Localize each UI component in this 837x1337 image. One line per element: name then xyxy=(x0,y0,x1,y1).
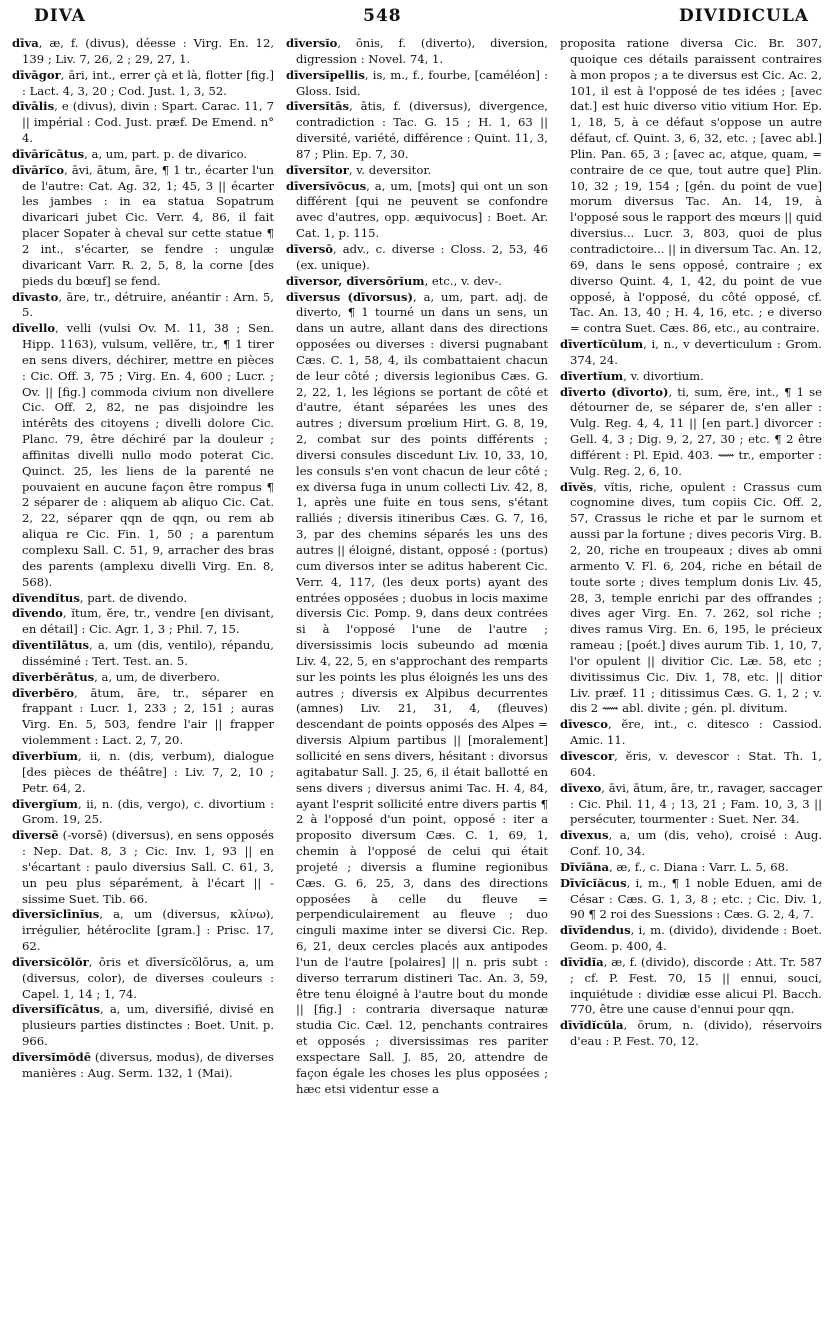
definition: , a, um (dis, ventilo), répandu, disséminé : Tert. Test. an. 5. xyxy=(22,638,274,668)
headword: dīverbĕro xyxy=(12,685,75,700)
definition: , ti, sum, ĕre, int., ¶ 1 se détourner de, se séparer de, s'en aller : Vulg. Reg. 4, 4, 11 || [en part.] divorcer : Gell. 4, 3 ; Dig. 9, 2, 27, 30 ; etc. ¶ 2 être différent : Pl. Epid. 403. ⟿ tr., emporter : Vulg. Reg. 2, 6, 10. xyxy=(570,384,822,478)
dictionary-entry xyxy=(12,606,274,638)
dictionary-entry xyxy=(12,290,274,322)
dictionary-entry xyxy=(560,781,822,829)
dictionary-entry xyxy=(12,68,274,100)
headword: dīvārĭcātus xyxy=(12,146,85,161)
headword: dīverto (dīvorto) xyxy=(560,384,669,399)
headword: Dīvĭcĭăcus xyxy=(560,875,627,890)
dictionary-entry xyxy=(286,274,548,290)
definition: , vĭtis, riche, opulent : Crassus cum cognomine dives, tum copiis Cic. Off. 2, 57, Crassus le riche et par le surnom et aussi par la fortune ; dives pecoris Virg. B. 2, 20, riche en troupeaux ; dives ab omni armento V. Fl. 6, 204, riche en bétail de toute sorte ; dives templum donis Liv. 45, 28, 3, temple enrichi par des offrandes ; dives ager Virg. En. 7. 262, sol riche ; dives ramus Virg. En. 6, 195, le précieux rameau ; [poét.] dives aurum Tib. 1, 10, 7, l'or opulent || divitior Cic. Læ. 58, etc ; divitissimus Cic. Div. 1, 78, etc. || ditior Liv. præf. 11 ; ditissimus Cæs. G. 1, 2 ; v. dis 2 ⟿ abl. divite ; gén. pl. divitum. xyxy=(570,479,822,716)
dictionary-entry xyxy=(12,36,274,68)
definition: , ātum, āre, tr., séparer en frappant : Lucr. 1, 233 ; 2, 151 ; auras Virg. En. 5, 503, fendre l'air || frapper violemment : Lact. 2, 7, 20. xyxy=(22,685,274,748)
headword: dīvescor xyxy=(560,748,615,763)
headword: dīvālis xyxy=(12,99,55,114)
definition: proposita ratione diversa Cic. Br. 307, quoique ces détails paraissent contraires à mon propos ; a te diversus est Cic. Ac. 2, 101, il est à l'opposé de tes idées ; [avec dat.] est huic diverso vitio vitium Hor. Ep. 1, 18, 5, à ce défaut s'oppose un autre défaut, cf. Quint. 3, 6, 32, etc. ; [avec abl.] Plin. Pan. 65, 3 ; [avec ac, atque, quam, = contraire de ce que, tout autre que] Plin. 10, 32 ; 19, 154 ; [gén. du point de vue] morum diversus Tac. An. 14, 19, à l'opposé sous le rapport des mœurs || quid diversius... Lucr. 3, 803, quoi de plus contradictoire... || in diversum Tac. An. 12, 69, dans le sens opposé, contraire ; ex diverso Quint. 4, 1, 42, du point de vue opposé, à l'opposé, du côté opposé, cf. Tac. An. 13, 40 ; H. 4, 16, etc. ; e diverso = contra Suet. Cæs. 86, etc., au contraire. xyxy=(560,36,822,336)
headword: dīversō xyxy=(286,241,333,256)
definition: , a, um, [mots] qui ont un son différent [qui ne peuvent se confondre avec d'autres, opp. æquivocus] : Boet. Ar. Cat. 1, p. 115. xyxy=(296,178,548,241)
headword: dīvesco xyxy=(560,717,608,732)
definition: , ĕre, int., c. ditesco : Cassiod. Amic. 11. xyxy=(570,717,822,748)
headword: dīversē xyxy=(12,828,59,843)
definition: , i, n., v deverticulum : Grom. 374, 24. xyxy=(570,337,822,367)
dictionary-entry xyxy=(12,828,274,907)
dictionary-entry xyxy=(560,36,822,337)
headword: dīvĕs xyxy=(560,479,594,494)
definition: , æ, f., c. Diana : Varr. L. 5, 68. xyxy=(609,859,789,874)
headword: dīvendĭtus xyxy=(12,590,80,605)
headword: dīverbĕrātus xyxy=(12,669,95,684)
definition: , velli (vulsi Ov. M. 11, 38 ; Sen. Hipp. 1163), vulsum, vellĕre, tr., ¶ 1 tirer en sens divers, déchirer, mettre en pièces : Cic. Off. 3, 75 ; Virg. En. 4, 600 ; Lucr. ; Ov. || [fig.] commoda civium non divellere Cic. Off. 2, 82, ne pas disjoindre les intérêts des citoyens ; divelli dolore Cic. Planc. 79, être déchiré par la douleur ; affinitas divelli nullo modo poterat Cic. Quinct. 25, les liens de la parenté ne pouvaient en aucune façon être rompus ¶ 2 séparer de : aliquem ab aliquo Cic. Cat. 2, 22, séparer qqn de qqn, ou rem ab aliqua re Cic. Fin. 1, 50 ; a parentum complexu Sall. C. 51, 9, arracher des bras des parents (amplexu divelli Virg. En. 8, 568). xyxy=(22,321,274,589)
definition: (-vorsē) (diversus), en sens opposés : Nep. Dat. 8, 3 ; Cic. Inv. 1, 93 || en s'écartant : paulo diversius Sall. C. 61, 3, un peu plus séparément, à l'écart || -sissime Suet. Tib. 66. xyxy=(22,828,274,906)
headword: dīvārĭco xyxy=(12,162,65,177)
column-1 xyxy=(12,36,274,1098)
dictionary-entry xyxy=(286,242,548,274)
dictionary-entry xyxy=(286,68,548,100)
definition: , adv., c. diverse : Closs. 2, 53, 46 (ex. unique). xyxy=(296,241,548,272)
dictionary-entry xyxy=(12,163,274,290)
definition: , ōnis, f. (diverto), diversion, digression : Novel. 74, 1. xyxy=(296,36,548,66)
headword: Dīvĭāna xyxy=(560,859,610,874)
headword: dīversor, dīversōrĭum xyxy=(286,273,425,288)
dictionary-entry xyxy=(560,1018,822,1050)
dictionary-entry xyxy=(12,321,274,590)
dictionary-entry xyxy=(286,179,548,242)
dictionary-entry xyxy=(560,369,822,385)
definition: , i, m., ¶ 1 noble Eduen, ami de César : Cæs. G. 1, 3, 8 ; etc. ; Cic. Div. 1, 90 ¶ 2 roi des Suessions : Cæs. G. 2, 4, 7. xyxy=(570,875,822,922)
page-header xyxy=(12,6,827,36)
dictionary-entry xyxy=(560,828,822,860)
headword: dīvĭdendus xyxy=(560,923,631,938)
headword: dīvāgor xyxy=(12,67,61,82)
dictionary-entry xyxy=(286,99,548,162)
headword: dīvendo xyxy=(12,606,63,621)
headword: dīvĭdĭa xyxy=(560,954,604,969)
dictionary-entry xyxy=(12,686,274,749)
definition: , ōrum, n. (divido), réservoirs d'eau : P. Fest. 70, 12. xyxy=(570,1018,822,1049)
definition: , ĭtum, ĕre, tr., vendre [en divisant, en détail] : Cic. Agr. 1, 3 ; Phil. 7, 15. xyxy=(22,606,274,637)
dictionary-entry xyxy=(286,290,548,1098)
definition: , ātis, f. (diversus), divergence, contradiction : Tac. G. 15 ; H. 1, 63 || diversité, variété, différence : Quint. 11, 3, 87 ; Plin. Ep. 7, 30. xyxy=(296,99,548,161)
definition: , āvi, ātum, āre, ¶ 1 tr., écarter l'un de l'autre: Cat. Ag. 32, 1; 45, 3 || écarter les jambes : in ea statua Sopatrum divaricari jubet Cic. Verr. 4, 86, il fait placer Sopater à cheval sur cette statue ¶ 2 int., s'écarter, se fendre : ungulæ divaricant Varr. R. 2, 5, 8, la corne [des pieds du bœuf] se fend. xyxy=(22,162,274,288)
dictionary-entry xyxy=(12,591,274,607)
dictionary-entry xyxy=(286,163,548,179)
headword: dīverbĭum xyxy=(12,748,78,763)
headword: dīversĭclīnĭus xyxy=(12,907,100,922)
dictionary-entry xyxy=(12,147,274,163)
headword: dīversĭmŏdē xyxy=(12,1050,92,1064)
headword: dīvexo xyxy=(560,780,602,795)
definition: , āre, tr., détruire, anéantir : Arn. 5, 5. xyxy=(22,289,274,320)
columns xyxy=(12,36,827,1098)
headword: dīvexus xyxy=(560,828,609,843)
dictionary-entry xyxy=(12,797,274,829)
running-head-right: DIVIDICULA xyxy=(678,6,809,26)
headword: dīversĭvŏcus xyxy=(286,178,367,193)
dictionary-entry xyxy=(12,907,274,955)
definition: (diversus, modus), de diverses manières : Aug. Serm. 132, 1 (Mai). xyxy=(22,1050,274,1080)
definition: , v. deversitor. xyxy=(348,162,432,177)
headword: dīvello xyxy=(12,321,56,336)
dictionary-entry xyxy=(560,717,822,749)
dictionary-entry xyxy=(286,36,548,68)
dictionary-entry xyxy=(560,337,822,369)
definition: , a, um (dis, veho), croisé : Aug. Conf. 10, 34. xyxy=(570,828,822,859)
page-number: 548 xyxy=(363,6,402,26)
definition: , is, m., f., fourbe, [caméléon] : Gloss. Isid. xyxy=(296,67,548,98)
dictionary-entry xyxy=(560,923,822,955)
headword: dīversĭcŏlŏr xyxy=(12,954,89,969)
dictionary-entry xyxy=(12,955,274,1003)
definition: , ii, n. (dis, vergo), c. divortium : Grom. 19, 25. xyxy=(22,796,274,827)
headword: dīvergĭum xyxy=(12,796,78,811)
definition: , āri, int., errer çà et là, flotter [fig.] : Lact. 4, 3, 20 ; Cod. Just. 1, 3, 52. xyxy=(22,67,274,98)
definition: , a, um (diversus, κλίνω), irrégulier, hétéroclite [gram.] : Prisc. 17, 62. xyxy=(22,907,274,954)
definition: , etc., v. dev-. xyxy=(424,273,502,288)
running-head-left: DIVA xyxy=(34,6,86,26)
definition: , part. de divendo. xyxy=(79,590,188,605)
definition: , æ, f. (divido), discorde : Att. Tr. 587 ; cf. P. Fest. 70, 15 || ennui, souci, inquiétude : dividiæ esse alicui Pl. Bacch. 770, être une cause d'ennui pour qqn. xyxy=(570,954,822,1017)
definition: , v. divortium. xyxy=(623,368,704,383)
definition: , ĕris, v. devescor : Stat. Th. 1, 604. xyxy=(570,748,822,779)
dictionary-entry xyxy=(560,876,822,924)
dictionary-entry xyxy=(12,1050,274,1082)
headword: dīva xyxy=(12,36,39,50)
definition: , a, um, de diverbero. xyxy=(94,669,220,684)
headword: dīvĭdĭcŭla xyxy=(560,1018,624,1033)
dictionary-entry xyxy=(12,99,274,147)
column-3 xyxy=(560,36,822,1098)
headword: dīversĭo xyxy=(286,36,338,50)
dictionary-entry xyxy=(560,749,822,781)
headword: dīventĭlātus xyxy=(12,638,90,653)
headword: dīversĭfĭcātus xyxy=(12,1002,100,1017)
definition: , æ, f. (divus), déesse : Virg. En. 12, 139 ; Liv. 7, 26, 2 ; 29, 27, 1. xyxy=(22,36,274,66)
definition: , āvi, ātum, āre, tr., ravager, saccager : Cic. Phil. 11, 4 ; 13, 21 ; Fam. 10, 3, 3 || persécuter, tourmenter : Suet. Ner. 34. xyxy=(570,780,822,827)
headword: dīversĭpellis xyxy=(286,67,365,82)
headword: dīversus (dīvorsus) xyxy=(286,289,413,304)
definition: , e (divus), divin : Spart. Carac. 11, 7 || impérial : Cod. Just. præf. De Emend. n° 4. xyxy=(22,99,274,146)
column-2 xyxy=(286,36,548,1098)
headword: dīvertĭcŭlum xyxy=(560,337,644,352)
headword: dīvasto xyxy=(12,289,59,304)
definition: , i, m. (divido), dividende : Boet. Geom. p. 400, 4. xyxy=(570,923,822,954)
headword: dīversĭtās xyxy=(286,99,350,114)
definition: , a, um, diversifié, divisé en plusieurs parties distinctes : Boet. Unit. p. 966. xyxy=(22,1002,274,1049)
headword: dīversĭtor xyxy=(286,162,349,177)
dictionary-entry xyxy=(12,670,274,686)
definition: , ōris et dīversĭcŏlōrus, a, um (diversus, color), de diverses couleurs : Capel. 1, 14 ; 1, 74. xyxy=(22,954,274,1001)
headword: dīvertĭum xyxy=(560,368,624,383)
dictionary-entry xyxy=(12,638,274,670)
dictionary-entry xyxy=(12,749,274,797)
definition: , a, um, part. adj. de diverto, ¶ 1 tourné un dans un sens, un dans un autre, allant dans des directions opposées ou diverses : diversi pugnabant Cæs. C. 1, 58, 4, ils combattaient chacun de leur côté ; diversis legionibus Cæs. G. 2, 22, 1, les légions se portant de côté et d'autre, étant séparées les unes des autres ; diversum prœlium Hirt. G. 8, 19, 2, combat sur des points différents ; diversi consules discedunt Liv. 10, 33, 10, les consuls s'en vont chacun de leur côté ; ex diversa fuga in unum collecti Liv. 42, 8, 1, après une fuite en tous sens, s'étant ralliés ; diversis itineribus Cæs. G. 7, 16, 3, par des chemins séparés les uns des autres || éloigné, distant, opposé : (portus) cum diversos inter se aditus haberent Cic. Verr. 4, 117, (les deux ports) ayant des entrées opposées ; duobus in locis maxime diversis Cic. Pomp. 9, dans deux contrées si à l'opposé l'une de l'autre ; diversissimis locis subeundo ad mœnia Liv. 4, 22, 5, en s'approchant des remparts sur les points les plus éloignés les uns des autres ; diversis ex Alpibus decurrentes (amnes) Liv. 21, 31, 4, (fleuves) descendant de points opposés des Alpes = diversis Alpium partibus || [moralement] sollicité en sens divers, hésitant : divorsus agitabatur Sall. J. 25, 6, il était ballotté en sens divers ; diversus animi Tac. H. 4, 84, ayant l'esprit sollicité entre divers partis ¶ 2 à l'opposé d'un point, opposé : iter a proposito diversum Cæs. C. 1, 69, 1, chemin à l'opposé de celui qui était projeté ; diversis a flumine regionibus Cæs. G. 6, 25, 3, dans des directions opposées à celle du fleuve = perpendiculairement au fleuve ; duo cinguli maxime inter se diversi Cic. Rep. 6, 21, deux cercles placés aux antipodes l'un de l'autre [polaires] || n. pris subt : diverso terrarum distineri Tac. An. 3, 59, être tenu éloigné à l'autre bout du monde || [fig.] : contraria diversaque naturæ studia Cic. Cæl. 12, penchants contraires et opposés ; diversissimas res pariter exspectare Sall. J. 85, 20, attendre de façon égale les choses les plus opposées ; hæc etsi videntur esse a xyxy=(296,289,548,1096)
dictionary-entry xyxy=(560,860,822,876)
dictionary-entry xyxy=(560,385,822,480)
dictionary-entry xyxy=(560,955,822,1018)
dictionary-entry xyxy=(560,480,822,718)
definition: , ii, n. (dis, verbum), dialogue [des pièces de théâtre] : Liv. 7, 2, 10 ; Petr. 64, 2. xyxy=(22,748,274,795)
definition: , a, um, part. p. de divarico. xyxy=(84,146,248,161)
dictionary-entry xyxy=(12,1002,274,1050)
